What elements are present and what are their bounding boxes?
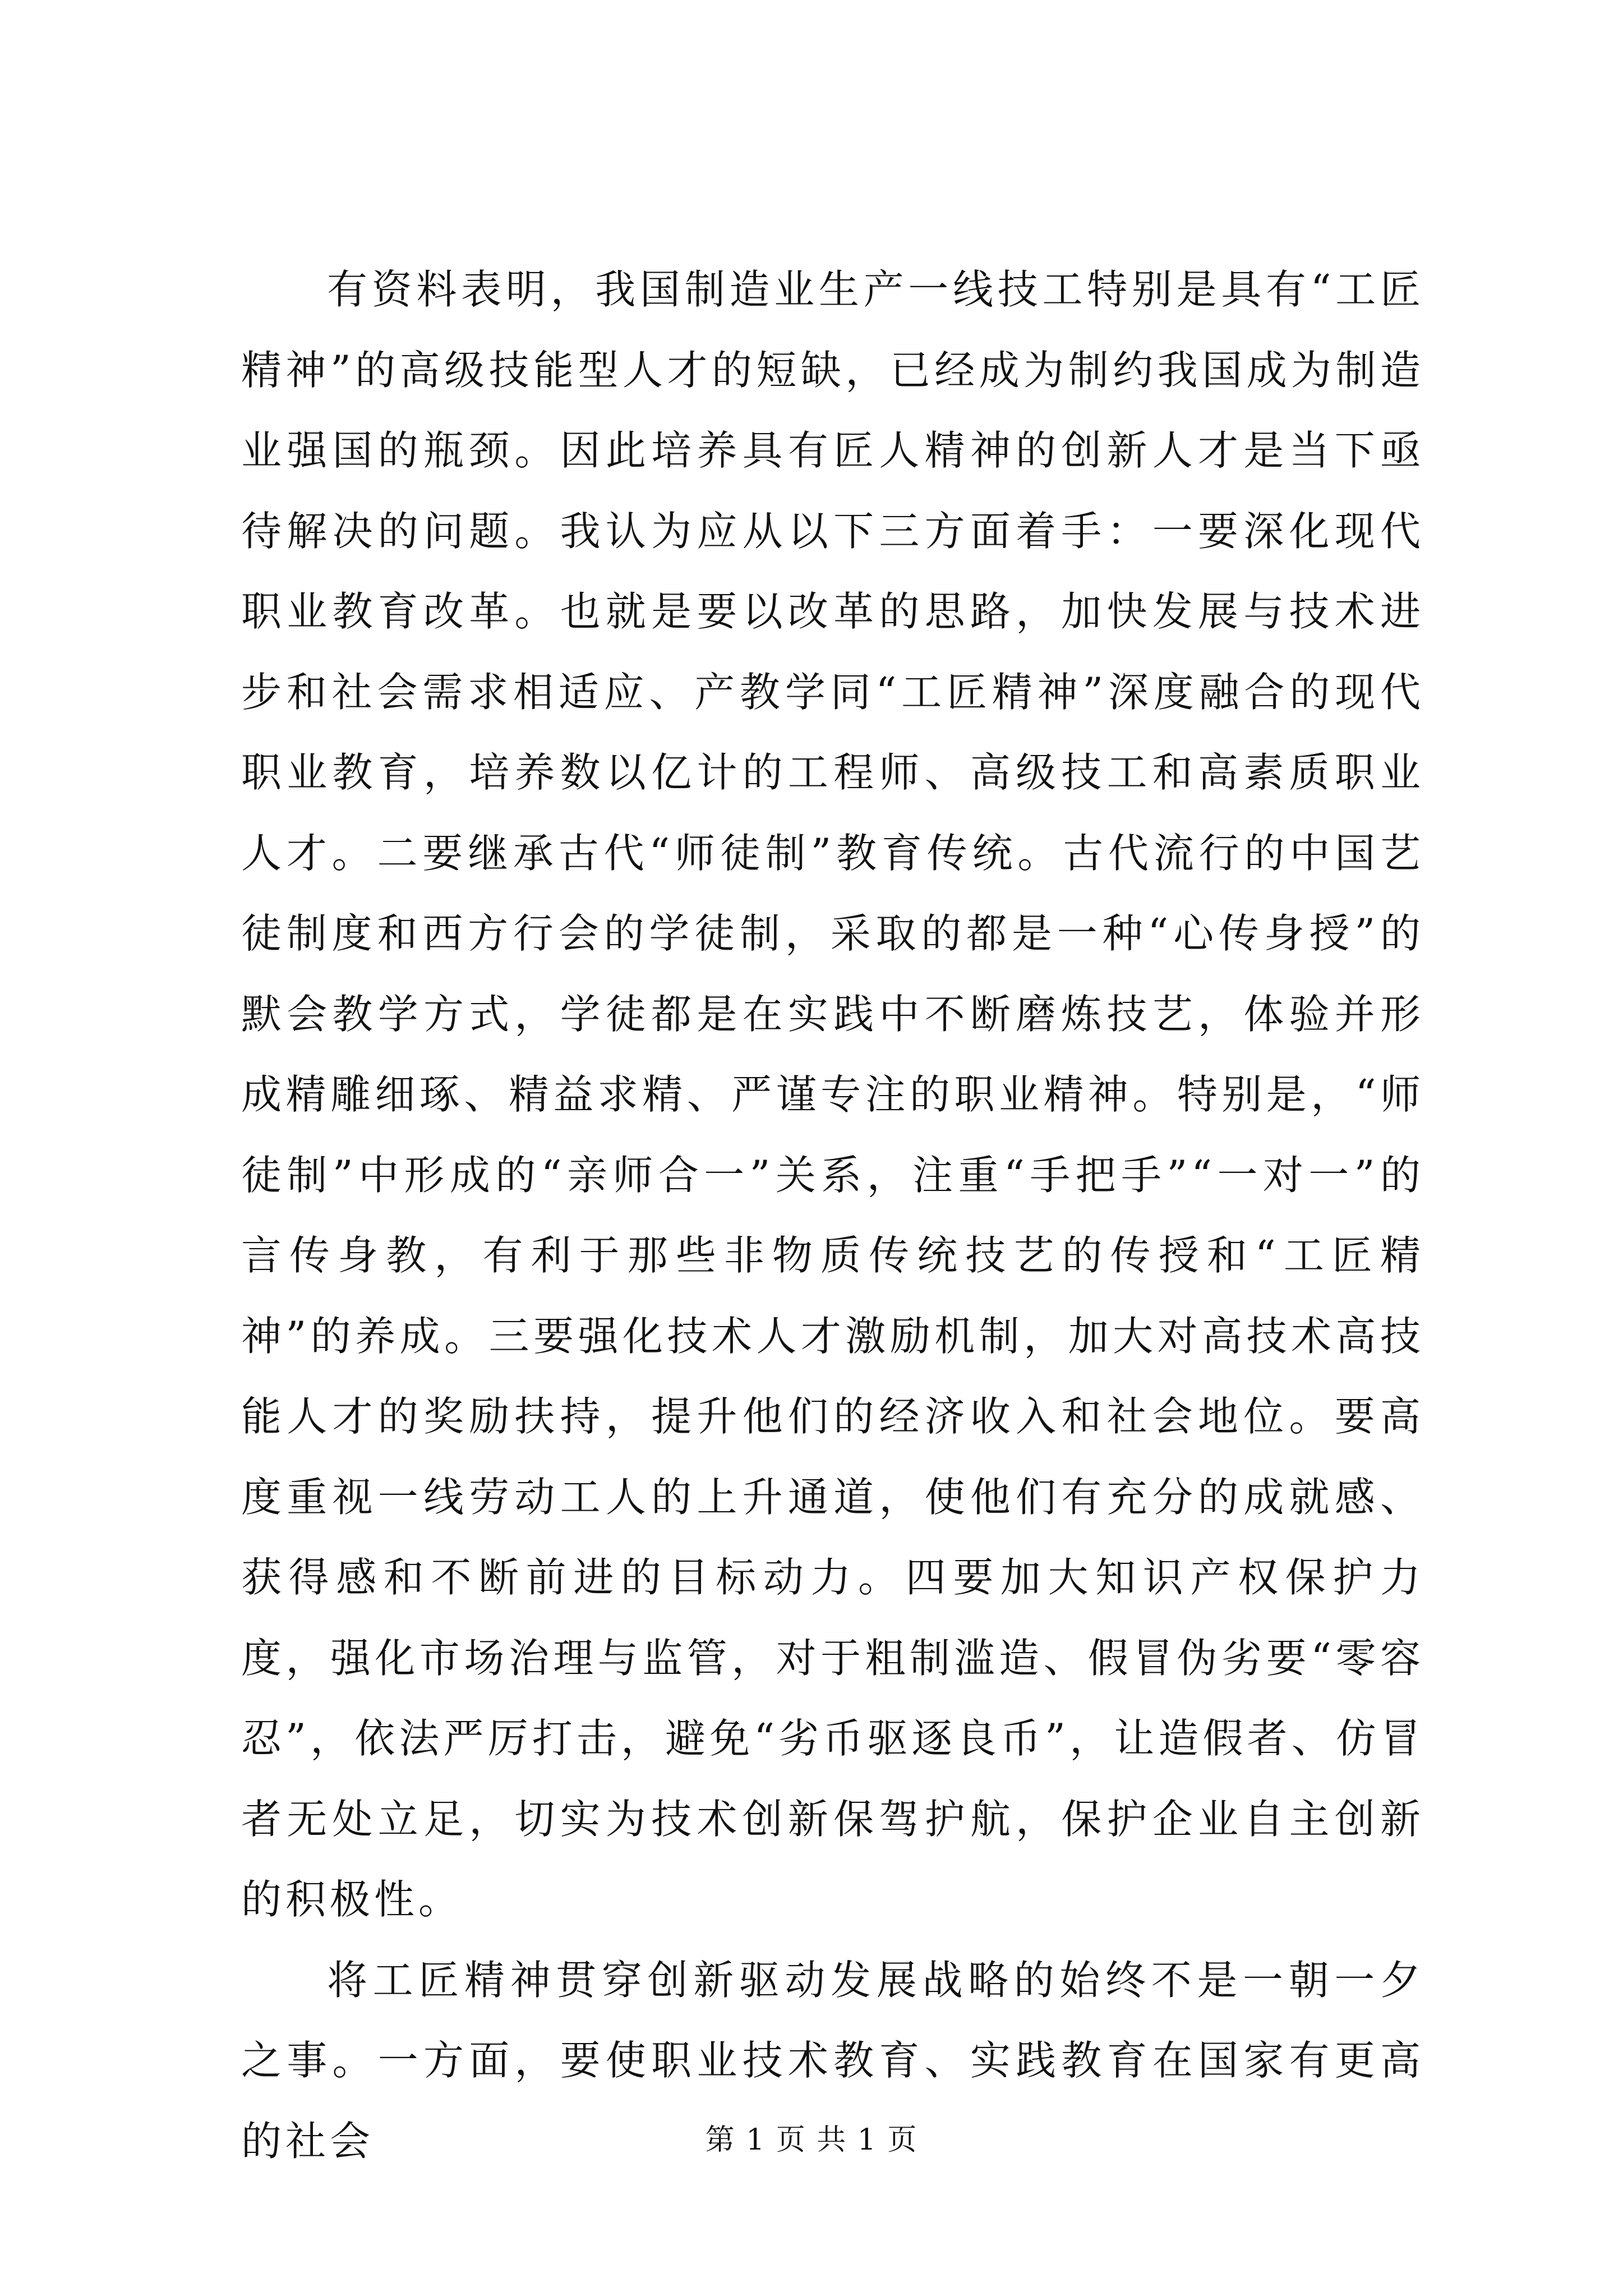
- paragraph-2: 将工匠精神贯穿创新驱动发展战略的始终不是一朝一夕之事。一方面，要使职业技术教育、实践教育在国家有更高的社会: [241, 1956, 1424, 2165]
- paragraph-1: 有资料表明，我国制造业生产一线技工特别是具有“工匠精神”的高级技能型人才的短缺，已经成为制约我国成为制造业强国的瓶颈。因此培养具有匠人精神的创新人才是当下亟待解决的问题。我认为应从以下三方面着手：一要深化现代职业教育改革。也就是要以改革的思路，加快发展与技术进步和社会需求相适应、产教学同“工匠精神”深度融合的现代职业教育，培养数以亿计的工程师、高级技工和高素质职业人才。二要继承古代“师徒制”教育传统。古代流行的中国艺徒制度和西方行会的学徒制，采取的都是一种“心传身授”的默会教学方式，学徒都是在实践中不断磨炼技艺，体验并形成精雕细琢、精益求精、严谨专注的职业精神。特别是，“师徒制”中形成的“亲师合一”关系，注重“手把手”“一对一”的言传身教，有利于那些非物质传统技艺的传授和“工匠精神”的养成。三要强化技术人才激励机制，加大对高技术高技能人才的奖励扶持，提升他们的经济收入和社会地位。要高度重视一线劳动工人的上升通道，使他们有充分的成就感、获得感和不断前进的目标动力。四要加大知识产权保护力度，强化市场治理与监管，对于粗制滥造、假冒伪劣要“零容忍”，依法严厉打击，避免“劣币驱逐良币”，让造假者、仿冒者无处立足，切实为技术创新保驾护航，保护企业自主创新的积极性。: [241, 266, 1424, 1923]
- document-body: [241, 250, 1424, 2182]
- page-number-footer: 第 1 页 共 1 页: [705, 2123, 918, 2157]
